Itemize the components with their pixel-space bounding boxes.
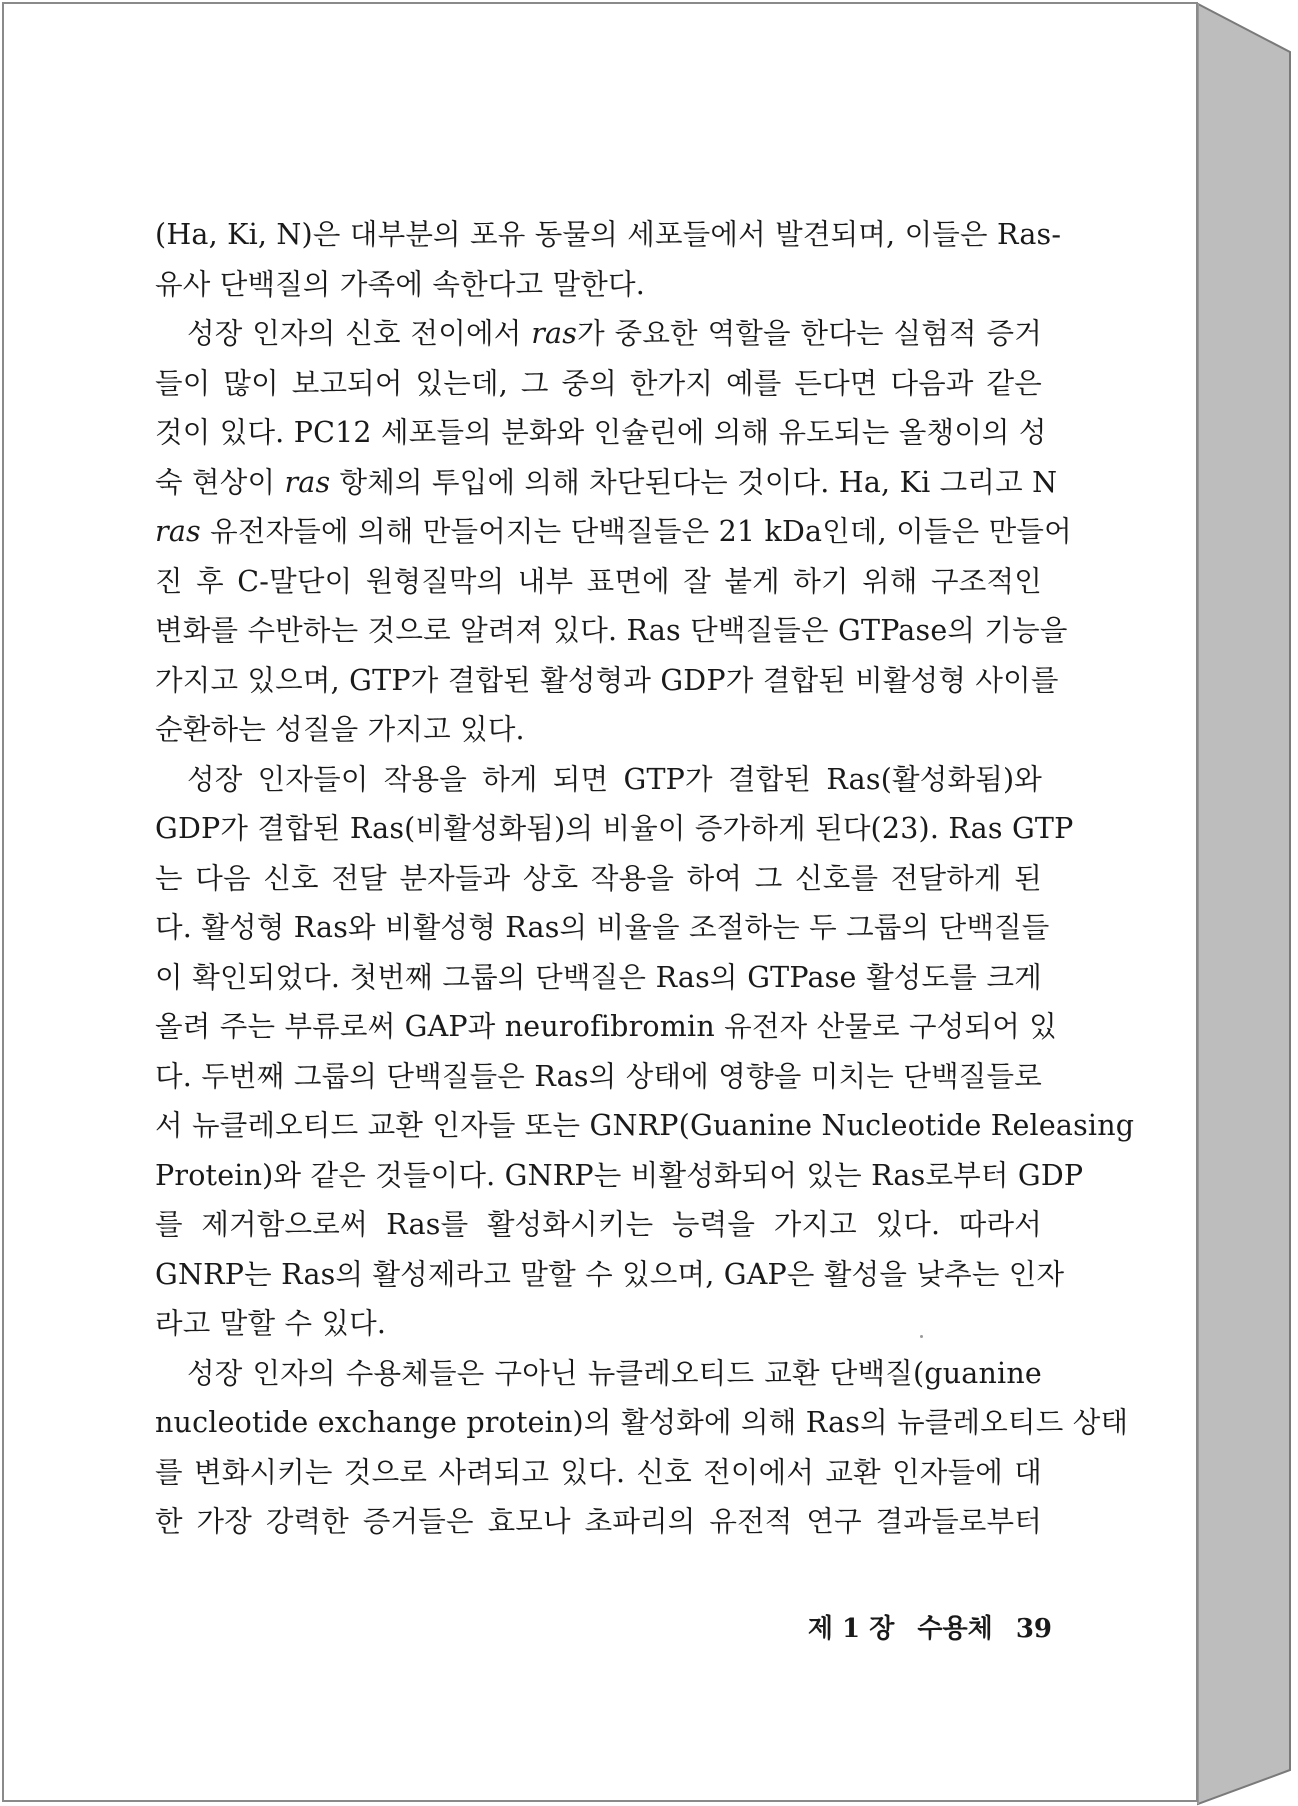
text-line: 변화를 수반하는 것으로 알려져 있다. Ras 단백질들은 GTPase의 기능을 xyxy=(155,614,1068,647)
text-line: 는 다음 신호 전달 분자들과 상호 작용을 하여 그 신호를 전달하게 된 xyxy=(155,861,1042,895)
text-line: nucleotide exchange protein)의 활성화에 의해 Ras의 뉴클레오티드 상태 xyxy=(155,1406,1129,1439)
text-line: (Ha, Ki, N)은 대부분의 포유 동물의 세포들에서 발견되며, 이들은 Ras- xyxy=(155,218,1062,251)
text-line: 것이 있다. PC12 세포들의 분화와 인슐린에 의해 유도되는 올챙이의 성 xyxy=(155,416,1047,449)
text-line: Protein)와 같은 것들이다. GNRP는 비활성화되어 있는 Ras로부터 GDP xyxy=(155,1158,1084,1192)
paragraph-3 xyxy=(155,755,1135,1349)
text-line: 다. 두번째 그룹의 단백질들은 Ras의 상태에 영향을 미치는 단백질들로 xyxy=(155,1059,1042,1093)
body-text xyxy=(155,210,1135,1547)
text-line: 이 확인되었다. 첫번째 그룹의 단백질은 Ras의 GTPase 활성도를 크게 xyxy=(155,960,1042,994)
paragraph-2 xyxy=(155,309,1072,755)
text-line: 성장 인자의 수용체들은 구아닌 뉴클레오티드 교환 단백질(guanine xyxy=(187,1356,1042,1390)
speck-mark xyxy=(920,1335,923,1338)
text-line: 다. 활성형 Ras와 비활성형 Ras의 비율을 조절하는 두 그룹의 단백질들 xyxy=(155,911,1050,944)
paragraph-4 xyxy=(155,1349,1129,1547)
text-line: 서 뉴클레오티드 교환 인자들 또는 GNRP(Guanine Nucleotide Releasing xyxy=(155,1109,1135,1142)
text-line: 올려 주는 부류로써 GAP과 neurofibromin 유전자 산물로 구성되어 있 xyxy=(155,1010,1057,1043)
text-line: 를 제거함으로써 Ras를 활성화시키는 능력을 가지고 있다. 따라서 xyxy=(155,1208,1042,1241)
footer-section: 수용체 xyxy=(917,1614,993,1644)
paragraph-1 xyxy=(155,210,1062,309)
text-line: 순환하는 성질을 가지고 있다. xyxy=(155,713,525,746)
text-line: 를 변화시키는 것으로 사려되고 있다. 신호 전이에서 교환 인자들에 대 xyxy=(155,1455,1042,1489)
text-line: 진 후 C-말단이 원형질막의 내부 표면에 잘 붙게 하기 위해 구조적인 xyxy=(155,564,1042,598)
text-line: 성장 인자의 신호 전이에서 ras가 중요한 역할을 한다는 실험적 증거 xyxy=(187,317,1042,350)
text-line: 라고 말할 수 있다. xyxy=(155,1307,387,1340)
text-line: 들이 많이 보고되어 있는데, 그 중의 한가지 예를 든다면 다음과 같은 xyxy=(155,366,1042,400)
footer-chapter: 제 1 장 xyxy=(807,1614,895,1644)
text-line: 가지고 있으며, GTP가 결합된 활성형과 GDP가 결합된 비활성형 사이를 xyxy=(155,663,1059,697)
text-line: GNRP는 Ras의 활성제라고 말할 수 있으며, GAP은 활성을 낮추는 인자 xyxy=(155,1257,1065,1291)
text-line: GDP가 결합된 Ras(비활성화됨)의 비율이 증가하게 된다(23). Ras GTP xyxy=(155,812,1074,845)
page-footer xyxy=(790,1608,1052,1645)
page-number: 39 xyxy=(1015,1614,1052,1644)
text-line: 성장 인자들이 작용을 하게 되면 GTP가 결합된 Ras(활성화됨)와 xyxy=(187,762,1042,796)
text-line: ras 유전자들에 의해 만들어지는 단백질들은 21 kDa인데, 이들은 만들어 xyxy=(155,515,1072,548)
text-line: 유사 단백질의 가족에 속한다고 말한다. xyxy=(155,267,645,301)
text-line: 한 가장 강력한 증거들은 효모나 초파리의 유전적 연구 결과들로부터 xyxy=(155,1505,1042,1538)
text-line: 숙 현상이 ras 항체의 투입에 의해 차단된다는 것이다. Ha, Ki 그리고 N xyxy=(155,465,1058,499)
